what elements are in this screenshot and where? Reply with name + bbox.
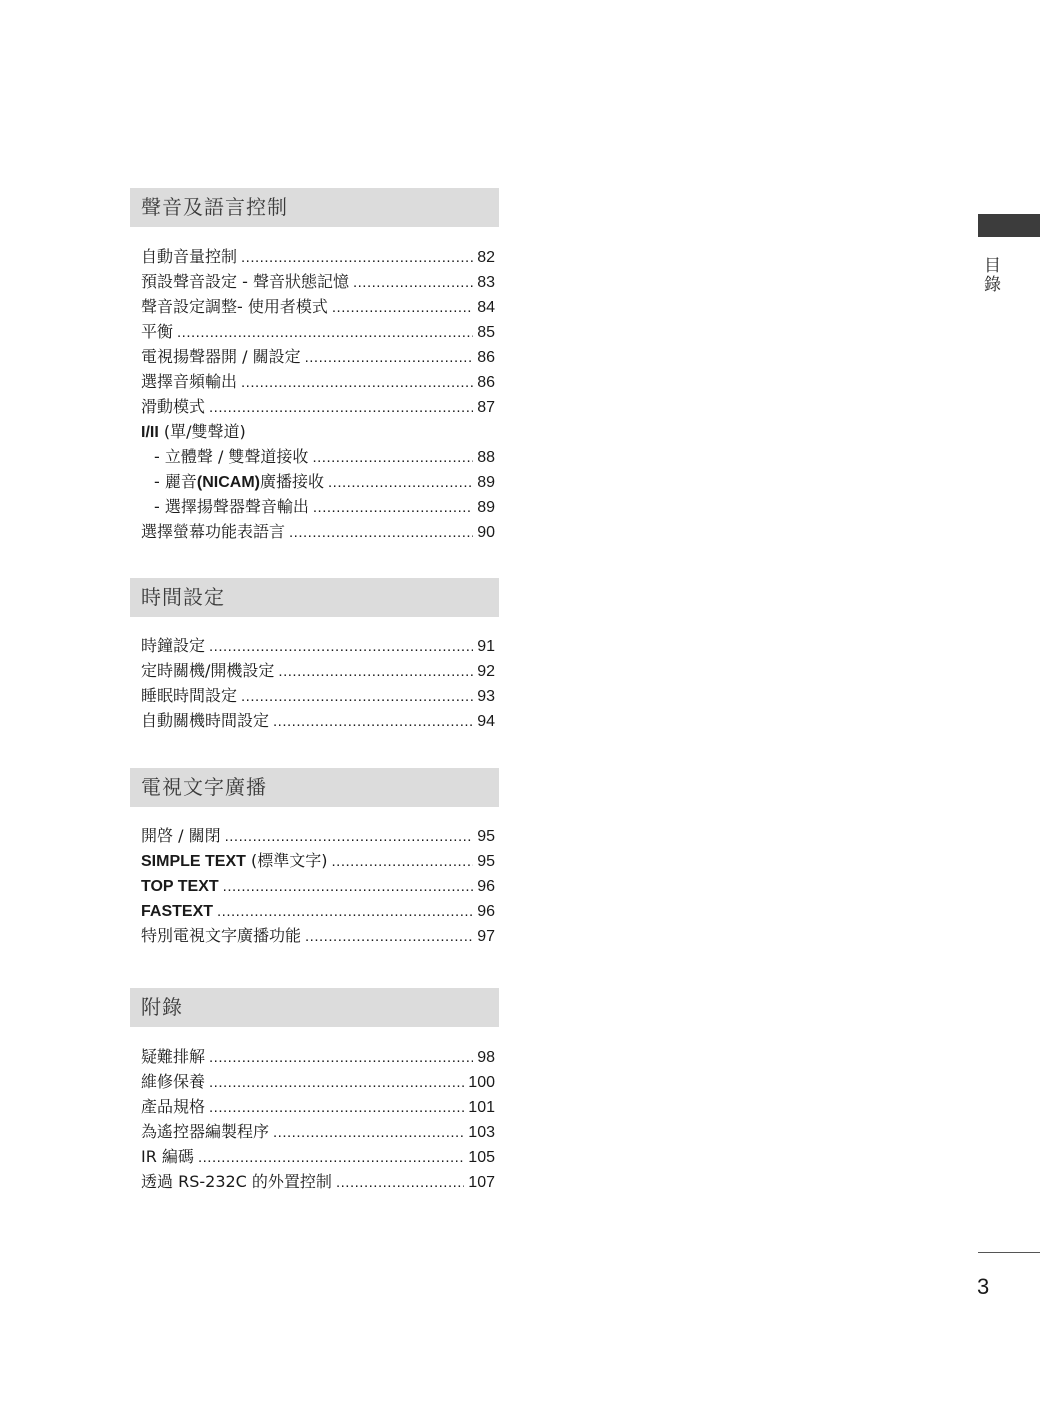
dot-leader bbox=[241, 370, 473, 395]
entry-title: 自動音量控制 bbox=[141, 247, 238, 266]
entry-title: 自動關機時間設定 bbox=[141, 711, 270, 730]
entry-title: 時鐘設定 bbox=[141, 636, 206, 655]
toc-list-time bbox=[141, 633, 495, 733]
toc-subentry[interactable] bbox=[141, 444, 495, 469]
toc-subheading bbox=[141, 419, 495, 444]
entry-page: 101 bbox=[468, 1099, 495, 1116]
dot-leader bbox=[217, 899, 473, 924]
toc-entry[interactable] bbox=[141, 898, 495, 923]
entry-page: 98 bbox=[477, 1049, 495, 1066]
toc-entry[interactable] bbox=[141, 848, 495, 873]
entry-page: 91 bbox=[477, 638, 495, 655]
entry-title: 維修保養 bbox=[141, 1072, 206, 1091]
side-tab-marker bbox=[978, 214, 1040, 237]
entry-page: 107 bbox=[468, 1174, 495, 1191]
entry-title-bold: I/II bbox=[141, 424, 159, 441]
dot-leader bbox=[289, 520, 473, 545]
entry-page: 96 bbox=[477, 903, 495, 920]
toc-entry[interactable] bbox=[141, 823, 495, 848]
toc-entry[interactable] bbox=[141, 1169, 495, 1194]
entry-title: 開啓 / 關閉 bbox=[141, 826, 221, 845]
entry-page: 96 bbox=[477, 878, 495, 895]
entry-title: 聲音設定調整- 使用者模式 bbox=[141, 297, 328, 316]
entry-title: 選擇音頻輸出 bbox=[141, 372, 238, 391]
entry-page: 88 bbox=[477, 449, 495, 466]
entry-title bbox=[154, 469, 324, 495]
entry-page: 85 bbox=[477, 324, 495, 341]
toc-entry[interactable] bbox=[141, 708, 495, 733]
dot-leader bbox=[273, 709, 473, 734]
entry-title: 平衡 bbox=[141, 322, 174, 341]
dot-leader bbox=[273, 1120, 464, 1145]
entry-title: - 立體聲 / 雙聲道接收 bbox=[154, 447, 309, 466]
entry-title-pre: - 麗音 bbox=[154, 472, 197, 491]
dot-leader bbox=[177, 320, 473, 345]
toc-subentry[interactable] bbox=[141, 494, 495, 519]
dot-leader bbox=[278, 659, 473, 684]
entry-title-rest: (單/雙聲道) bbox=[158, 422, 246, 441]
entry-title: 疑難排解 bbox=[141, 1047, 206, 1066]
entry-title bbox=[141, 873, 219, 899]
entry-page: 86 bbox=[477, 374, 495, 391]
dot-leader bbox=[305, 345, 474, 370]
entry-title bbox=[141, 419, 246, 445]
toc-entry[interactable] bbox=[141, 658, 495, 683]
entry-title: 預設聲音設定 - 聲音狀態記憶 bbox=[141, 272, 349, 291]
dot-leader bbox=[209, 1045, 473, 1070]
toc-entry[interactable] bbox=[141, 923, 495, 948]
toc-entry[interactable] bbox=[141, 269, 495, 294]
entry-title: - 選擇揚聲器聲音輸出 bbox=[154, 497, 309, 516]
footer-rule bbox=[978, 1252, 1040, 1253]
entry-page: 95 bbox=[477, 828, 495, 845]
entry-page: 89 bbox=[477, 499, 495, 516]
entry-page: 100 bbox=[468, 1074, 495, 1091]
entry-page: 94 bbox=[477, 713, 495, 730]
dot-leader bbox=[198, 1145, 464, 1170]
toc-entry[interactable] bbox=[141, 344, 495, 369]
section-header-teletext: 電視文字廣播 bbox=[130, 768, 499, 807]
dot-leader bbox=[209, 1095, 464, 1120]
toc-entry[interactable] bbox=[141, 294, 495, 319]
toc-entry[interactable] bbox=[141, 1044, 495, 1069]
toc-list-appendix bbox=[141, 1044, 495, 1194]
toc-entry[interactable] bbox=[141, 244, 495, 269]
dot-leader bbox=[241, 684, 473, 709]
entry-title-bold: FASTEXT bbox=[141, 903, 214, 920]
dot-leader bbox=[225, 824, 474, 849]
entry-title: 滑動模式 bbox=[141, 397, 206, 416]
entry-title: 睡眠時間設定 bbox=[141, 686, 238, 705]
dot-leader bbox=[305, 924, 473, 949]
toc-entry[interactable] bbox=[141, 683, 495, 708]
section-header-time: 時間設定 bbox=[130, 578, 499, 617]
section-header-appendix: 附錄 bbox=[130, 988, 499, 1027]
entry-page: 89 bbox=[477, 474, 495, 491]
dot-leader bbox=[336, 1170, 464, 1195]
entry-title-rest: (標準文字) bbox=[245, 851, 328, 870]
entry-title bbox=[141, 848, 327, 874]
entry-page: 84 bbox=[477, 299, 495, 316]
entry-page: 97 bbox=[477, 928, 495, 945]
toc-list-audio bbox=[141, 244, 495, 544]
entry-title-bold: SIMPLE TEXT bbox=[141, 853, 246, 870]
entry-title-rest: 廣播接收 bbox=[259, 472, 324, 491]
toc-entry[interactable] bbox=[141, 394, 495, 419]
toc-entry[interactable] bbox=[141, 633, 495, 658]
toc-subentry[interactable] bbox=[141, 469, 495, 494]
toc-entry[interactable] bbox=[141, 319, 495, 344]
dot-leader bbox=[209, 395, 473, 420]
toc-entry[interactable] bbox=[141, 519, 495, 544]
entry-page: 93 bbox=[477, 688, 495, 705]
side-tab-label: 目錄 bbox=[980, 256, 1000, 294]
entry-title-bold: (NICAM) bbox=[196, 474, 260, 491]
dot-leader bbox=[312, 445, 473, 470]
toc-entry[interactable] bbox=[141, 873, 495, 898]
toc-entry[interactable] bbox=[141, 1119, 495, 1144]
entry-page: 82 bbox=[477, 249, 495, 266]
dot-leader bbox=[209, 634, 473, 659]
dot-leader bbox=[332, 295, 473, 320]
entry-page: 92 bbox=[477, 663, 495, 680]
entry-page: 105 bbox=[468, 1149, 495, 1166]
entry-title: 透過 RS-232C 的外置控制 bbox=[141, 1172, 332, 1191]
entry-title: 產品規格 bbox=[141, 1097, 206, 1116]
entry-page: 95 bbox=[477, 853, 495, 870]
entry-title: 特別電視文字廣播功能 bbox=[141, 926, 302, 945]
dot-leader bbox=[209, 1070, 464, 1095]
entry-title: 電視揚聲器開 / 關設定 bbox=[141, 347, 301, 366]
page-number: 3 bbox=[977, 1274, 990, 1299]
dot-leader bbox=[353, 270, 473, 295]
entry-title: 選擇螢幕功能表語言 bbox=[141, 522, 286, 541]
entry-page: 87 bbox=[477, 399, 495, 416]
dot-leader bbox=[331, 849, 473, 874]
dot-leader bbox=[223, 874, 474, 899]
entry-page: 86 bbox=[477, 349, 495, 366]
toc-entry[interactable] bbox=[141, 1144, 495, 1169]
dot-leader bbox=[241, 245, 473, 270]
entry-page: 103 bbox=[468, 1124, 495, 1141]
entry-title: 定時關機/開機設定 bbox=[141, 661, 275, 680]
dot-leader bbox=[313, 495, 473, 520]
dot-leader bbox=[328, 470, 473, 495]
toc-entry[interactable] bbox=[141, 369, 495, 394]
entry-title-bold: TOP TEXT bbox=[141, 878, 219, 895]
entry-title: IR 編碼 bbox=[141, 1147, 194, 1166]
section-header-audio: 聲音及語言控制 bbox=[130, 188, 499, 227]
entry-title: 為遙控器編製程序 bbox=[141, 1122, 270, 1141]
entry-page: 90 bbox=[477, 524, 495, 541]
toc-list-teletext bbox=[141, 823, 495, 948]
entry-title bbox=[141, 898, 213, 924]
toc-entry[interactable] bbox=[141, 1094, 495, 1119]
entry-page: 83 bbox=[477, 274, 495, 291]
toc-entry[interactable] bbox=[141, 1069, 495, 1094]
